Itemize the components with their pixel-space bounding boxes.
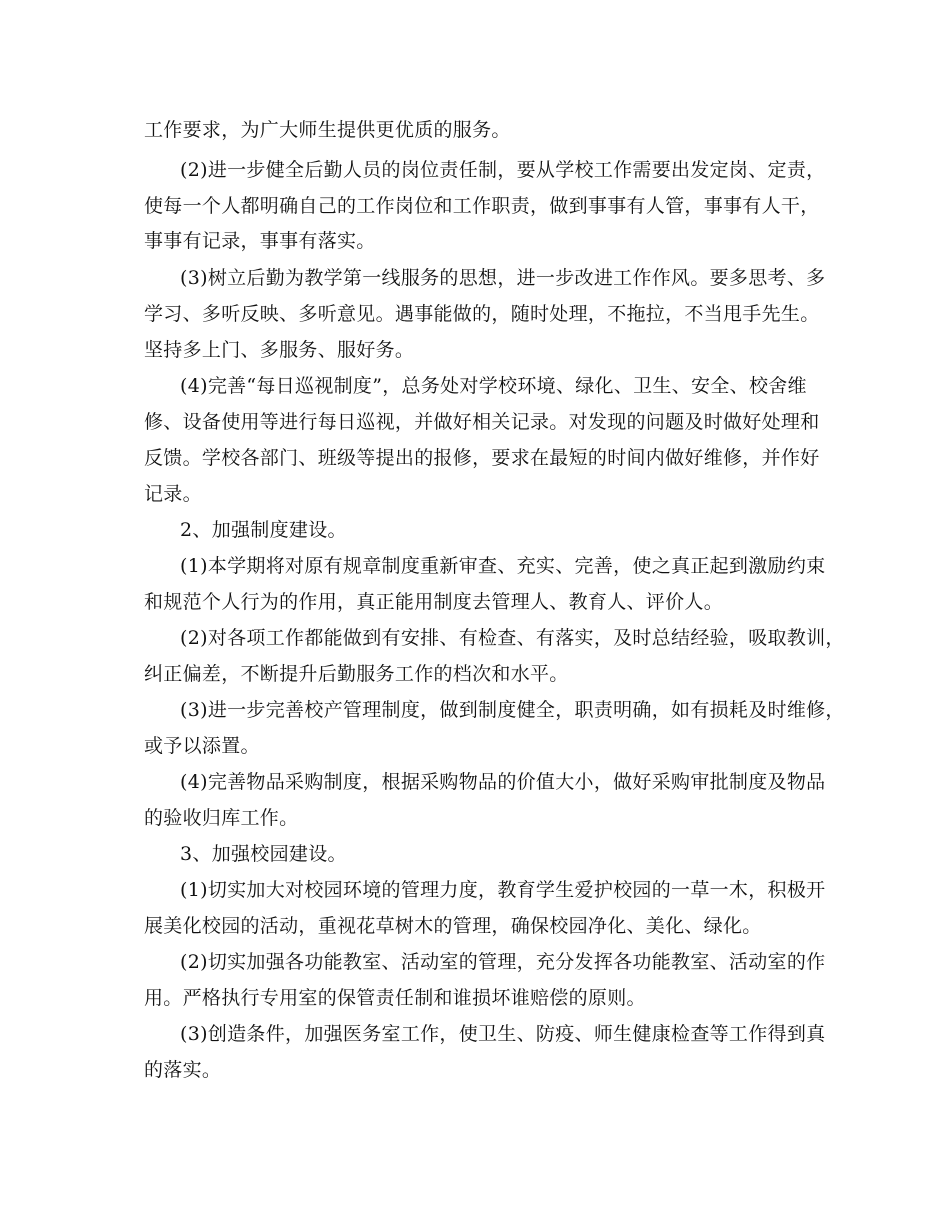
text-line: 纠正偏差，不断提升后勤服务工作的档次和水平。 <box>144 663 569 685</box>
text-line: 反馈。学校各部门、班级等提出的报修，要求在最短的时间内做好维修，并作好 <box>144 447 820 469</box>
text-line: (2)切实加强各功能教室、活动室的管理，充分发挥各功能教室、活动室的作 <box>180 951 826 973</box>
text-line: (4)完善“每日巡视制度”，总务处对学校环境、绿化、卫生、安全、校舍维 <box>180 375 807 397</box>
text-line: 的验收归库工作。 <box>144 807 299 829</box>
text-line: (3)树立后勤为教学第一线服务的思想，进一步改进工作作风。要多思考、多 <box>180 267 826 289</box>
text-line: 坚持多上门、多服务、服好务。 <box>144 339 415 361</box>
text-line: 学习、多听反映、多听意见。遇事能做的，随时处理，不拖拉，不当甩手先生。 <box>144 303 820 325</box>
section-heading: 2、加强制度建设。 <box>180 519 347 541</box>
text-line: 展美化校园的活动，重视花草树木的管理，确保校园净化、美化、绿化。 <box>144 915 762 937</box>
text-line: (3)进一步完善校产管理制度，做到制度健全，职责明确，如有损耗及时维修， <box>180 699 845 721</box>
text-line: (2)进一步健全后勤人员的岗位责任制，要从学校工作需要出发定岗、定责， <box>180 159 826 181</box>
text-line: 的落实。 <box>144 1059 222 1081</box>
text-line: 用。严格执行专用室的保管责任制和谁损坏谁赔偿的原则。 <box>144 987 646 1009</box>
text-line: 和规范个人行为的作用，真正能用制度去管理人、教育人、评价人。 <box>144 591 724 613</box>
text-line: (4)完善物品采购制度，根据采购物品的价值大小，做好采购审批制度及物品 <box>180 771 826 793</box>
text-line: 事事有记录，事事有落实。 <box>144 230 376 252</box>
text-line: 使每一个人都明确自己的工作岗位和工作职责，做到事事有人管，事事有人干， <box>144 195 820 217</box>
text-line: (2)对各项工作都能做到有安排、有检查、有落实，及时总结经验，吸取教训， <box>180 627 845 649</box>
text-line: 记录。 <box>144 483 202 505</box>
text-line: (1)切实加大对校园环境的管理力度，教育学生爱护校园的一草一木，积极开 <box>180 879 826 901</box>
text-line: (3)创造条件，加强医务室工作，使卫生、防疫、师生健康检查等工作得到真 <box>180 1023 826 1045</box>
text-line: 修、设备使用等进行每日巡视，并做好相关记录。对发现的问题及时做好处理和 <box>144 411 820 433</box>
text-line: 工作要求，为广大师生提供更优质的服务。 <box>144 119 511 141</box>
text-line: (1)本学期将对原有规章制度重新审查、充实、完善，使之真正起到激励约束 <box>180 555 826 577</box>
section-heading: 3、加强校园建设。 <box>180 843 347 865</box>
text-line: 或予以添置。 <box>144 735 260 757</box>
